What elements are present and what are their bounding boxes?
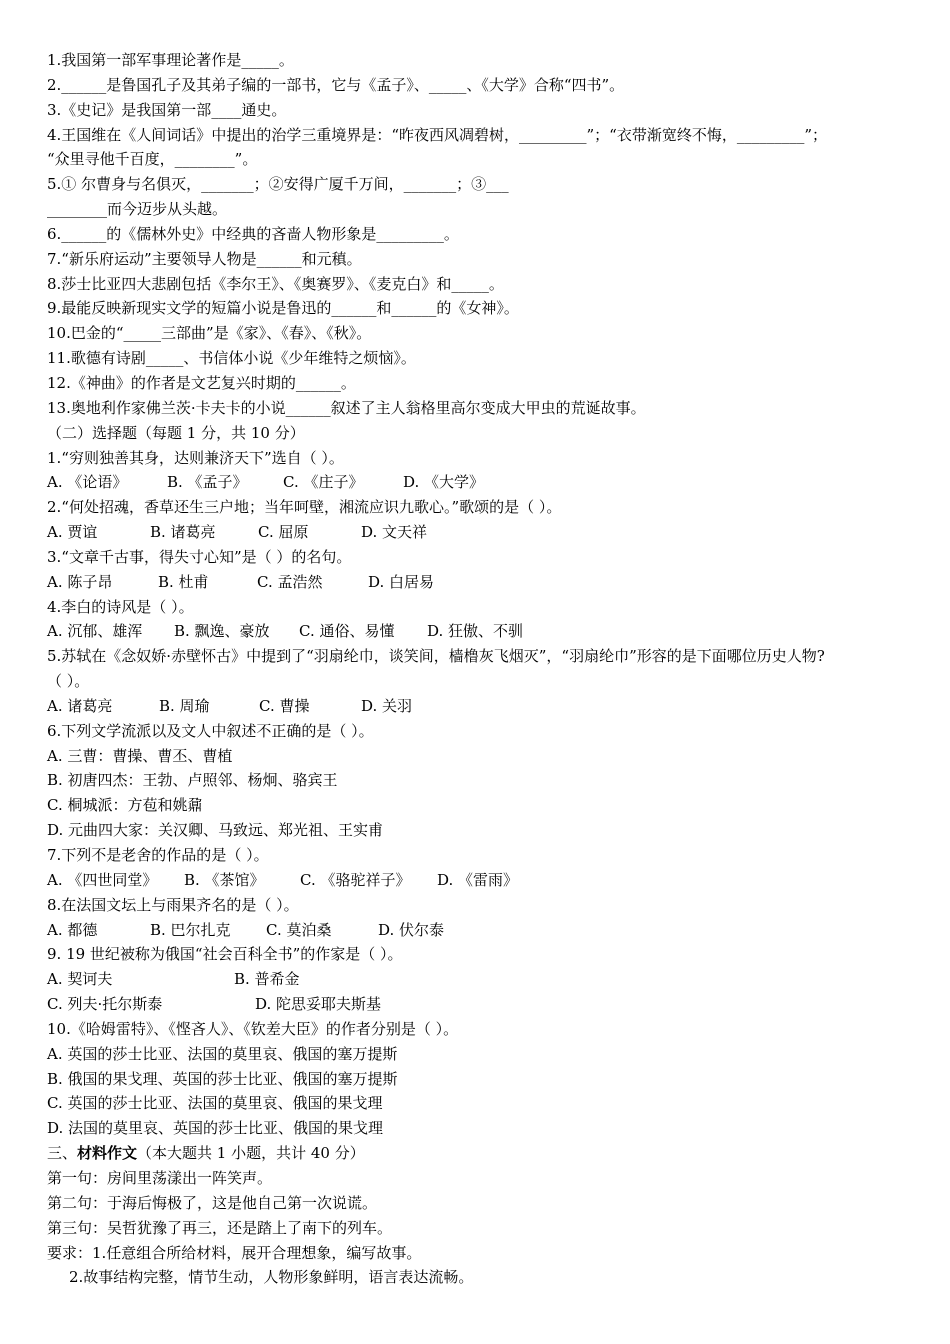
option-c: C. 莫泊桑 [266,920,332,939]
option-b: B. 周瑜 [159,696,210,715]
fill-question-4-cont: “众里寻他千百度，________”。 [47,150,258,169]
choice-q1-stem: 1.“穷则独善其身，达则兼济天下”选自（ ）。 [47,448,344,467]
option-a: A. 《论语》 [47,473,128,492]
fill-question-13: 13.奥地利作家佛兰茨·卡夫卡的小说______叙述了主人翁格里高尔变成大甲虫的荒诞故事。 [47,398,646,417]
option-d: D. 《雷雨》 [437,870,519,889]
option-c: C. 《骆驼祥子》 [300,870,411,889]
option-a: A. 贾谊 [47,523,98,542]
option-c: C. 列夫·托尔斯泰 [47,995,163,1014]
essay-heading-suffix: （本大题共 1 小题，共计 40 分） [137,1144,365,1163]
fill-question-12: 12.《神曲》的作者是文艺复兴时期的______。 [47,373,356,392]
choice-q8-stem: 8.在法国文坛上与雨果齐名的是（ ）。 [47,895,299,914]
option-a: A. 契诃夫 [47,970,113,989]
essay-requirement-1: 要求：1.任意组合所给材料，展开合理想象，编写故事。 [47,1243,422,1262]
option-d: D. 陀思妥耶夫斯基 [255,995,382,1014]
choice-section-title: （二）选择题（每题 1 分，共 10 分） [47,423,305,442]
option-b: B. 《孟子》 [167,473,248,492]
choice-q4-stem: 4.李白的诗风是（ ）。 [47,597,194,616]
option-a: A. 都德 [47,920,98,939]
fill-question-2: 2.______是鲁国孔子及其弟子编的一部书，它与《孟子》、_____、《大学》合称“四书”。 [47,75,625,94]
choice-q5-stem-cont: （ ）。 [47,672,90,691]
option-a: A. 《四世同堂》 [47,870,158,889]
option-c: C. 通俗、易懂 [299,622,395,641]
option-b: B. 《茶馆》 [184,870,265,889]
choice-q1-options [47,470,917,495]
choice-q7-stem: 7.下列不是老舍的作品的是（ ）。 [47,846,269,864]
choice-q10-stem: 10.《哈姆雷特》、《悭吝人》、《钦差大臣》的作者分别是（ ）。 [47,1019,459,1038]
essay-heading-prefix: 三、 [47,1144,78,1163]
exam-page [47,48,917,1290]
essay-requirement-2: 2.故事结构完整，情节生动，人物形象鲜明，语言表达流畅。 [69,1268,474,1287]
choice-q5-options [47,694,917,719]
fill-question-7: 7.“新乐府运动”主要领导人物是______和元稹。 [47,249,362,268]
essay-section-heading [47,1141,917,1166]
fill-question-9: 9.最能反映新现实文学的短篇小说是鲁迅的______和______的《女神》。 [47,299,519,318]
choice-q10-option-a: A. 英国的莎士比亚、法国的莫里哀、俄国的塞万提斯 [47,1044,398,1063]
option-d: D. 狂傲、不驯 [427,622,524,641]
option-b: B. 飘逸、豪放 [174,622,270,641]
option-a: A. 陈子昂 [47,572,113,591]
essay-sentence-2: 第二句：于海后悔极了，这是他自己第一次说谎。 [47,1193,378,1212]
choice-q8-options [47,918,917,943]
choice-q3-stem: 3.“文章千古事，得失寸心知”是（ ）的名句。 [47,547,352,566]
choice-q6-option-c: C. 桐城派：方苞和姚鼐 [47,796,203,815]
option-a: A. 诸葛亮 [47,696,113,715]
choice-q6-option-a: A. 三曹：曹操、曹丕、曹植 [47,746,233,765]
essay-heading-title: 材料作文 [77,1144,138,1163]
choice-q2-options [47,520,917,545]
option-c: C. 孟浩然 [257,572,323,591]
choice-q4-options [47,619,917,644]
option-b: B. 杜甫 [158,572,209,591]
fill-question-4: 4.王国维在《人间词话》中提出的治学三重境界是：“昨夜西风凋碧树，_________”；“衣带渐宽终不悔，_________”； [47,125,827,144]
choice-q10-option-d: D. 法国的莫里哀、英国的莎士比亚、俄国的果戈理 [47,1119,384,1138]
choice-q2-stem: 2.“何处招魂，香草还生三户地；当年呵壁，湘流应识九歌心。”歌颂的是（ ）。 [47,498,562,517]
fill-question-10: 10.巴金的“_____三部曲”是《家》、《春》、《秋》。 [47,324,372,343]
fill-question-6: 6.______的《儒林外史》中经典的吝啬人物形象是_________。 [47,224,459,243]
choice-q9-stem: 9. 19 世纪被称为俄国“社会百科全书”的作家是（ ）。 [47,945,403,964]
option-c: C. 屈原 [258,523,309,542]
choice-q10-option-b: B. 俄国的果戈理、英国的莎士比亚、俄国的塞万提斯 [47,1069,398,1088]
choice-q9-options-row2 [47,992,917,1017]
option-d: D. 关羽 [361,696,413,715]
fill-question-5-cont: ________而今迈步从头越。 [47,200,228,219]
choice-q6-option-b: B. 初唐四杰：王勃、卢照邻、杨炯、骆宾王 [47,771,338,790]
choice-q7-options [47,868,917,893]
fill-question-8: 8.莎士比亚四大悲剧包括《李尔王》、《奥赛罗》、《麦克白》和_____。 [47,274,504,293]
option-d: D. 伏尔泰 [378,920,445,939]
essay-sentence-1: 第一句：房间里荡漾出一阵笑声。 [47,1168,273,1187]
option-a: A. 沉郁、雄浑 [47,622,143,641]
option-b: B. 诸葛亮 [150,523,216,542]
option-d: D. 文天祥 [361,523,428,542]
choice-q9-options-row1 [47,967,917,992]
choice-q3-options [47,570,917,595]
choice-q6-stem: 6.下列文学流派以及文人中叙述不正确的是（ ）。 [47,721,374,740]
option-b: B. 普希金 [234,970,300,989]
option-d: D. 白居易 [368,572,435,591]
option-b: B. 巴尔扎克 [150,920,231,939]
option-d: D. 《大学》 [403,473,485,492]
choice-q5-stem: 5.苏轼在《念奴娇·赤壁怀古》中提到了“羽扇纶巾，谈笑间，樯橹灰飞烟灭”，“羽扇纶巾”形容的是下面哪位历史人物? [47,647,825,666]
fill-question-5: 5.① 尔曹身与名俱灭，_______；②安得广厦千万间，_______；③___ [47,175,509,194]
fill-question-1: 1.我国第一部军事理论著作是_____。 [47,51,294,69]
choice-q6-option-d: D. 元曲四大家：关汉卿、马致远、郑光祖、王实甫 [47,821,384,840]
option-c: C. 《庄子》 [283,473,364,492]
fill-question-3: 3.《史记》是我国第一部____通史。 [47,100,287,119]
choice-q10-option-c: C. 英国的莎士比亚、法国的莫里哀、俄国的果戈理 [47,1094,383,1113]
fill-question-11: 11.歌德有诗剧_____、书信体小说《少年维特之烦恼》。 [47,349,416,368]
essay-sentence-3: 第三句：吴哲犹豫了再三，还是踏上了南下的列车。 [47,1218,393,1237]
option-c: C. 曹操 [259,696,310,715]
